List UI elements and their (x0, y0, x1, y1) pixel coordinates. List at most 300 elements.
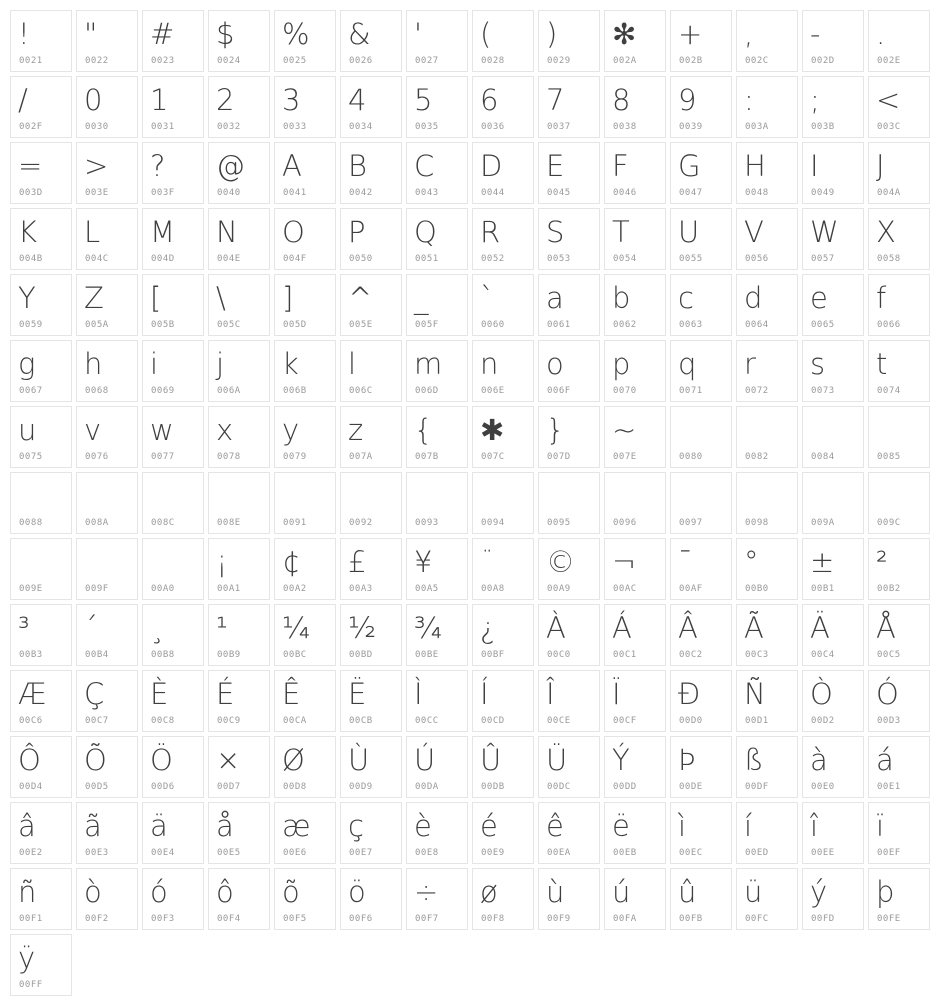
glyph-cell[interactable] (538, 208, 600, 270)
glyph-cell[interactable] (274, 10, 336, 72)
codepoint-label: 0048 (745, 188, 769, 198)
glyph-cell[interactable] (142, 406, 204, 468)
glyph-cell[interactable] (340, 274, 402, 336)
glyph: Ã (744, 611, 764, 645)
codepoint-label: 0022 (85, 56, 109, 66)
glyph-cell[interactable] (142, 802, 204, 864)
glyph-cell[interactable] (76, 868, 138, 930)
codepoint-label: 00EB (613, 848, 637, 858)
codepoint-label: 00F9 (547, 914, 571, 924)
glyph-cell[interactable] (538, 538, 600, 600)
glyph-cell[interactable] (604, 868, 666, 930)
glyph-cell[interactable] (604, 736, 666, 798)
glyph: ? (150, 149, 166, 183)
codepoint-label: 00D1 (745, 716, 769, 726)
codepoint-label: 002C (745, 56, 769, 66)
glyph-cell[interactable] (868, 274, 930, 336)
glyph-cell[interactable] (472, 736, 534, 798)
glyph-cell[interactable] (10, 736, 72, 798)
glyph: ¯ (678, 545, 693, 579)
glyph-cell[interactable] (142, 340, 204, 402)
glyph-cell[interactable] (340, 604, 402, 666)
glyph-cell[interactable] (604, 76, 666, 138)
glyph-cell[interactable] (340, 802, 402, 864)
glyph-cell[interactable] (208, 340, 270, 402)
codepoint-label: 00C8 (151, 716, 175, 726)
glyph-cell[interactable] (142, 472, 204, 534)
glyph-cell[interactable] (538, 406, 600, 468)
glyph (671, 407, 731, 446)
glyph-cell[interactable] (406, 406, 468, 468)
glyph-cell[interactable] (208, 10, 270, 72)
codepoint-label: 004D (151, 254, 175, 264)
glyph: Q (414, 215, 437, 249)
codepoint-label: 00E3 (85, 848, 109, 858)
glyph-cell[interactable] (670, 802, 732, 864)
glyph-cell[interactable] (868, 340, 930, 402)
glyph-cell[interactable] (76, 802, 138, 864)
glyph-cell[interactable] (142, 604, 204, 666)
glyph-cell[interactable] (406, 76, 468, 138)
codepoint-label: 0024 (217, 56, 241, 66)
glyph-cell[interactable] (802, 604, 864, 666)
glyph: È (150, 677, 169, 711)
glyph: > (84, 149, 109, 183)
glyph-cell[interactable] (10, 802, 72, 864)
codepoint-label: 009F (85, 584, 109, 594)
glyph: ó (150, 875, 168, 909)
codepoint-label: 00E2 (19, 848, 43, 858)
glyph-cell[interactable] (670, 10, 732, 72)
glyph-cell[interactable] (142, 670, 204, 732)
glyph: < (876, 83, 901, 117)
glyph-cell[interactable] (736, 472, 798, 534)
codepoint-label: 00E6 (283, 848, 307, 858)
glyph-cell[interactable] (868, 868, 930, 930)
glyph-cell[interactable] (76, 406, 138, 468)
codepoint-label: 0062 (613, 320, 637, 330)
glyph-cell[interactable] (670, 208, 732, 270)
glyph: ù (546, 875, 565, 909)
glyph-cell[interactable] (76, 472, 138, 534)
glyph-cell[interactable] (406, 208, 468, 270)
glyph-cell[interactable] (472, 406, 534, 468)
glyph-cell[interactable] (406, 472, 468, 534)
glyph-cell[interactable] (208, 472, 270, 534)
glyph-cell[interactable] (802, 406, 864, 468)
glyph: _ (414, 281, 429, 315)
glyph-cell[interactable] (142, 538, 204, 600)
glyph: 4 (348, 83, 367, 117)
glyph-cell[interactable] (670, 142, 732, 204)
codepoint-label: 00A5 (415, 584, 439, 594)
codepoint-label: 002D (811, 56, 835, 66)
glyph-cell[interactable] (736, 604, 798, 666)
glyph: R (480, 215, 501, 249)
codepoint-label: 007E (613, 452, 637, 462)
codepoint-label: 0042 (349, 188, 373, 198)
glyph-cell[interactable] (538, 736, 600, 798)
glyph-cell[interactable] (406, 670, 468, 732)
codepoint-label: 0067 (19, 386, 43, 396)
glyph: ° (744, 545, 759, 579)
glyph-cell[interactable] (142, 76, 204, 138)
glyph-cell[interactable] (10, 868, 72, 930)
glyph-cell[interactable] (340, 538, 402, 600)
glyph-cell[interactable] (76, 538, 138, 600)
glyph-cell[interactable] (538, 472, 600, 534)
glyph-cell[interactable] (538, 274, 600, 336)
glyph: Ï (612, 677, 621, 711)
glyph-cell[interactable] (10, 208, 72, 270)
glyph: ( (480, 17, 492, 51)
glyph-cell[interactable] (802, 472, 864, 534)
codepoint-label: 0071 (679, 386, 703, 396)
glyph-cell[interactable] (274, 604, 336, 666)
glyph-cell[interactable] (868, 736, 930, 798)
codepoint-label: 0034 (349, 122, 373, 132)
glyph: % (282, 17, 310, 51)
glyph-cell[interactable] (802, 538, 864, 600)
glyph-cell[interactable] (868, 10, 930, 72)
glyph-cell[interactable] (670, 604, 732, 666)
glyph-cell[interactable] (208, 604, 270, 666)
glyph-cell[interactable] (736, 868, 798, 930)
glyph-cell[interactable] (670, 340, 732, 402)
glyph: b (612, 281, 631, 315)
glyph-cell[interactable] (406, 538, 468, 600)
codepoint-label: 0076 (85, 452, 109, 462)
codepoint-label: 0096 (613, 518, 637, 528)
glyph-cell[interactable] (208, 274, 270, 336)
glyph-cell[interactable] (76, 340, 138, 402)
glyph-cell[interactable] (10, 538, 72, 600)
codepoint-label: 00EF (877, 848, 901, 858)
codepoint-label: 004A (877, 188, 901, 198)
codepoint-label: 0061 (547, 320, 571, 330)
glyph-cell[interactable] (868, 472, 930, 534)
glyph (539, 473, 599, 512)
glyph-cell[interactable] (472, 76, 534, 138)
glyph: ú (612, 875, 631, 909)
glyph-cell[interactable] (208, 406, 270, 468)
glyph-cell[interactable] (274, 868, 336, 930)
glyph-cell[interactable] (538, 604, 600, 666)
glyph-cell[interactable] (208, 76, 270, 138)
glyph-cell[interactable] (472, 868, 534, 930)
glyph-cell[interactable] (868, 208, 930, 270)
glyph: ¬ (612, 545, 637, 579)
codepoint-label: 00D2 (811, 716, 835, 726)
glyph-cell[interactable] (736, 340, 798, 402)
glyph-cell[interactable] (76, 274, 138, 336)
glyph-cell[interactable] (142, 736, 204, 798)
glyph-cell[interactable] (10, 10, 72, 72)
codepoint-label: 002F (19, 122, 43, 132)
glyph: D (480, 149, 503, 183)
glyph: Ó (876, 677, 899, 711)
glyph-cell[interactable] (10, 604, 72, 666)
glyph-cell[interactable] (604, 340, 666, 402)
glyph-cell[interactable] (868, 76, 930, 138)
glyph: O (282, 215, 305, 249)
glyph-cell[interactable] (406, 142, 468, 204)
codepoint-label: 00D3 (877, 716, 901, 726)
glyph: © (546, 545, 575, 579)
glyph-cell[interactable] (274, 406, 336, 468)
glyph-cell[interactable] (538, 10, 600, 72)
glyph-cell[interactable] (472, 670, 534, 732)
glyph-cell[interactable] (340, 736, 402, 798)
glyph: = (18, 149, 43, 183)
codepoint-label: 006F (547, 386, 571, 396)
codepoint-label: 005A (85, 320, 109, 330)
glyph: é (480, 809, 498, 843)
glyph-cell[interactable] (406, 868, 468, 930)
glyph-cell[interactable] (868, 802, 930, 864)
glyph-cell[interactable] (604, 472, 666, 534)
glyph-cell[interactable] (10, 406, 72, 468)
glyph-cell[interactable] (736, 10, 798, 72)
glyph-cell[interactable] (670, 274, 732, 336)
glyph-cell[interactable] (76, 208, 138, 270)
codepoint-label: 00D0 (679, 716, 703, 726)
glyph-cell[interactable] (340, 10, 402, 72)
glyph-cell[interactable] (538, 868, 600, 930)
glyph-cell[interactable] (406, 802, 468, 864)
glyph-cell[interactable] (802, 10, 864, 72)
glyph-cell[interactable] (340, 472, 402, 534)
codepoint-label: 00AF (679, 584, 703, 594)
glyph-cell[interactable] (670, 736, 732, 798)
glyph-cell[interactable] (76, 604, 138, 666)
glyph-cell[interactable] (208, 670, 270, 732)
glyph-cell[interactable] (274, 142, 336, 204)
glyph-cell[interactable] (538, 142, 600, 204)
glyph-cell[interactable] (670, 868, 732, 930)
glyph-cell[interactable] (736, 208, 798, 270)
glyph-cell[interactable] (274, 76, 336, 138)
glyph: Í (480, 677, 489, 711)
glyph-cell[interactable] (142, 142, 204, 204)
codepoint-label: 0060 (481, 320, 505, 330)
glyph: ý (810, 875, 828, 909)
codepoint-label: 00D9 (349, 782, 373, 792)
glyph-cell[interactable] (868, 604, 930, 666)
glyph-cell[interactable] (538, 802, 600, 864)
codepoint-label: 00CE (547, 716, 571, 726)
codepoint-label: 0082 (745, 452, 769, 462)
glyph-cell[interactable] (604, 142, 666, 204)
glyph-cell[interactable] (538, 76, 600, 138)
glyph-cell[interactable] (340, 208, 402, 270)
glyph-cell[interactable] (736, 274, 798, 336)
glyph-cell[interactable] (868, 670, 930, 732)
glyph-cell[interactable] (76, 736, 138, 798)
glyph-cell[interactable] (670, 76, 732, 138)
glyph-cell[interactable] (340, 868, 402, 930)
glyph-cell[interactable] (10, 274, 72, 336)
glyph: Ù (348, 743, 370, 777)
codepoint-label: 0075 (19, 452, 43, 462)
glyph-cell[interactable] (736, 406, 798, 468)
glyph-cell[interactable] (604, 802, 666, 864)
glyph-cell[interactable] (142, 868, 204, 930)
glyph-cell[interactable] (604, 670, 666, 732)
glyph: ò (84, 875, 102, 909)
glyph-cell[interactable] (340, 340, 402, 402)
glyph-cell[interactable] (472, 340, 534, 402)
glyph-cell[interactable] (10, 934, 72, 996)
glyph-cell[interactable] (472, 604, 534, 666)
glyph-cell[interactable] (10, 472, 72, 534)
glyph-cell[interactable] (736, 670, 798, 732)
glyph: B (348, 149, 367, 183)
glyph-cell[interactable] (10, 142, 72, 204)
glyph-cell[interactable] (670, 472, 732, 534)
glyph-cell[interactable] (274, 736, 336, 798)
glyph: U (678, 215, 700, 249)
glyph-cell[interactable] (340, 670, 402, 732)
glyph-cell[interactable] (736, 802, 798, 864)
glyph: ¨ (480, 545, 495, 579)
glyph-cell[interactable] (142, 10, 204, 72)
glyph-cell[interactable] (472, 538, 534, 600)
glyph-cell[interactable] (802, 208, 864, 270)
glyph-cell[interactable] (670, 406, 732, 468)
glyph-cell[interactable] (604, 10, 666, 72)
glyph: A (282, 149, 302, 183)
glyph-cell[interactable] (406, 10, 468, 72)
glyph-cell[interactable] (208, 802, 270, 864)
codepoint-label: 003B (811, 122, 835, 132)
glyph-cell[interactable] (868, 406, 930, 468)
glyph: Ü (546, 743, 568, 777)
glyph-cell[interactable] (76, 76, 138, 138)
glyph-cell[interactable] (604, 208, 666, 270)
glyph-cell[interactable] (406, 736, 468, 798)
glyph-cell[interactable] (472, 208, 534, 270)
glyph-cell[interactable] (802, 802, 864, 864)
glyph-cell[interactable] (868, 538, 930, 600)
codepoint-label: 00F4 (217, 914, 241, 924)
codepoint-label: 0064 (745, 320, 769, 330)
codepoint-label: 0028 (481, 56, 505, 66)
glyph-cell[interactable] (274, 472, 336, 534)
codepoint-label: 00D4 (19, 782, 43, 792)
glyph-cell[interactable] (604, 406, 666, 468)
glyph-cell[interactable] (142, 208, 204, 270)
glyph-cell[interactable] (736, 76, 798, 138)
glyph-cell[interactable] (340, 76, 402, 138)
glyph-cell[interactable] (274, 802, 336, 864)
glyph-cell[interactable] (736, 538, 798, 600)
glyph: ¼ (282, 611, 311, 645)
glyph-cell[interactable] (538, 670, 600, 732)
codepoint-label: 0084 (811, 452, 835, 462)
glyph: Ý (612, 743, 630, 777)
glyph: y (282, 413, 300, 447)
codepoint-label: 0037 (547, 122, 571, 132)
glyph-cell[interactable] (538, 340, 600, 402)
glyph-cell[interactable] (406, 340, 468, 402)
glyph: { (414, 413, 433, 447)
glyph-cell[interactable] (472, 472, 534, 534)
glyph: 1 (150, 83, 169, 117)
glyph-cell[interactable] (10, 340, 72, 402)
glyph-cell[interactable] (802, 736, 864, 798)
glyph: Y (18, 281, 36, 315)
glyph-cell[interactable] (472, 10, 534, 72)
codepoint-label: 0073 (811, 386, 835, 396)
codepoint-label: 0080 (679, 452, 703, 462)
glyph-cell[interactable] (76, 142, 138, 204)
glyph-cell[interactable] (802, 274, 864, 336)
glyph-cell[interactable] (736, 736, 798, 798)
glyph-cell[interactable] (274, 340, 336, 402)
glyph-cell[interactable] (406, 604, 468, 666)
codepoint-label: 0077 (151, 452, 175, 462)
glyph-cell[interactable] (274, 274, 336, 336)
glyph-cell[interactable] (736, 142, 798, 204)
glyph-cell[interactable] (604, 604, 666, 666)
glyph-cell[interactable] (604, 538, 666, 600)
glyph-cell[interactable] (274, 208, 336, 270)
glyph-cell[interactable] (10, 76, 72, 138)
glyph-cell[interactable] (208, 142, 270, 204)
glyph-cell[interactable] (76, 670, 138, 732)
glyph-cell[interactable] (472, 142, 534, 204)
glyph: É (216, 677, 235, 711)
codepoint-label: 00B3 (19, 650, 43, 660)
glyph-cell[interactable] (868, 142, 930, 204)
glyph-cell[interactable] (802, 868, 864, 930)
glyph-cell[interactable] (670, 670, 732, 732)
glyph: H (744, 149, 766, 183)
glyph-cell[interactable] (274, 670, 336, 732)
glyph-cell[interactable] (406, 274, 468, 336)
codepoint-label: 004C (85, 254, 109, 264)
glyph (275, 473, 335, 512)
glyph-cell[interactable] (208, 736, 270, 798)
glyph-cell[interactable] (802, 76, 864, 138)
glyph-cell[interactable] (802, 670, 864, 732)
glyph-cell[interactable] (340, 406, 402, 468)
codepoint-label: 00CC (415, 716, 439, 726)
glyph-cell[interactable] (208, 538, 270, 600)
glyph-cell[interactable] (472, 274, 534, 336)
glyph-cell[interactable] (10, 670, 72, 732)
glyph-cell[interactable] (472, 802, 534, 864)
codepoint-label: 0098 (745, 518, 769, 528)
glyph-cell[interactable] (340, 142, 402, 204)
glyph-cell[interactable] (208, 208, 270, 270)
glyph-cell[interactable] (604, 274, 666, 336)
glyph-cell[interactable] (802, 142, 864, 204)
glyph-cell[interactable] (802, 340, 864, 402)
glyph: h (84, 347, 103, 381)
glyph: & (348, 17, 371, 51)
glyph: I (810, 149, 819, 183)
glyph: , (744, 17, 754, 51)
glyph-cell[interactable] (670, 538, 732, 600)
glyph-cell[interactable] (142, 274, 204, 336)
glyph-cell[interactable] (76, 10, 138, 72)
glyph: ~ (612, 413, 637, 447)
codepoint-label: 0052 (481, 254, 505, 264)
glyph-cell[interactable] (208, 868, 270, 930)
glyph-cell[interactable] (274, 538, 336, 600)
